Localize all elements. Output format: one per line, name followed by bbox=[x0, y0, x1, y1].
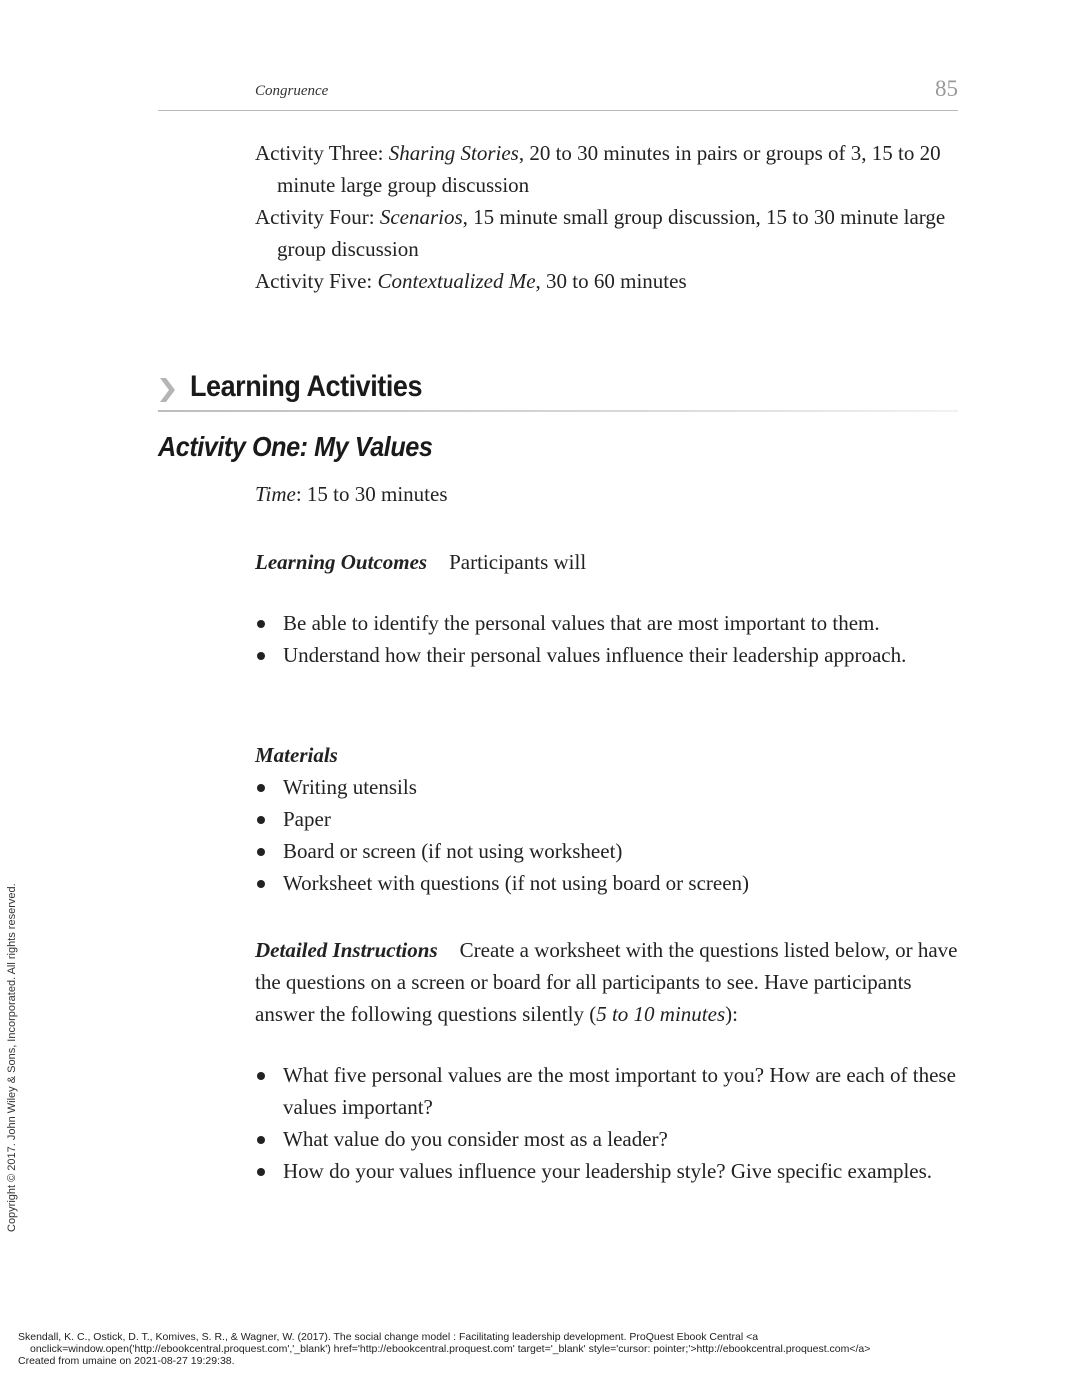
schedule-prefix: Activity Three: bbox=[255, 141, 389, 165]
schedule-prefix: Activity Five: bbox=[255, 269, 378, 293]
schedule-prefix: Activity Four: bbox=[255, 205, 380, 229]
detailed-instructions bbox=[255, 934, 965, 1030]
activity-time bbox=[255, 478, 960, 510]
activity-title: Activity One: My Values bbox=[158, 431, 433, 462]
learning-outcomes-heading bbox=[255, 546, 960, 578]
chevron-right-icon bbox=[158, 376, 176, 404]
list-item: Be able to identify the personal values that are most important to them. bbox=[255, 607, 960, 639]
schedule-detail: , 30 to 60 minutes bbox=[535, 269, 687, 293]
footer-citation bbox=[18, 1331, 1078, 1367]
section-title: Learning Activities bbox=[190, 370, 423, 403]
activity-schedule bbox=[255, 137, 960, 297]
time-value: : 15 to 30 minutes bbox=[295, 482, 448, 506]
time-label: Time bbox=[255, 482, 296, 506]
questions-list bbox=[255, 1059, 960, 1187]
side-copyright: Copyright © 2017. John Wiley & Sons, Incorporated. All rights reserved. bbox=[6, 883, 18, 1232]
list-item: Understand how their personal values influence their leadership approach. bbox=[255, 639, 960, 671]
running-head: Congruence bbox=[255, 83, 329, 99]
schedule-detail: , 20 to 30 minutes in pairs or groups of 3, 15 to 20 minute large group discussion bbox=[277, 141, 941, 197]
section-rule bbox=[158, 410, 958, 412]
header-rule bbox=[158, 110, 958, 111]
list-item: How do your values influence your leadership style? Give specific examples. bbox=[255, 1155, 960, 1187]
page-number: 85 bbox=[935, 76, 958, 101]
materials-list bbox=[255, 771, 960, 899]
instructions-time: 5 to 10 minutes bbox=[596, 1002, 726, 1026]
schedule-detail: , 15 minute small group discussion, 15 to 30 minute large group discussion bbox=[277, 205, 946, 261]
schedule-item bbox=[255, 201, 960, 265]
schedule-item bbox=[255, 265, 960, 297]
schedule-title: Scenarios bbox=[379, 205, 463, 229]
instructions-text: Create a worksheet with the questions listed below, or have the questions on a screen or board for all participants to see. Have participants answer the following questions silently ( bbox=[255, 938, 958, 1026]
list-item: What value do you consider most as a leader? bbox=[255, 1123, 960, 1155]
outcomes-intro: Participants will bbox=[449, 550, 587, 574]
schedule-item bbox=[255, 137, 960, 201]
instructions-label: Detailed Instructions bbox=[255, 938, 438, 962]
schedule-title: Sharing Stories bbox=[388, 141, 519, 165]
outcomes-list bbox=[255, 607, 960, 671]
footer-line: onclick=window.open('http://ebookcentral.proquest.com','_blank') href='http://ebookcentral.proquest.com' target='_blank' style='cursor: pointer;'>http://ebookcentral.proquest.com</a> bbox=[30, 1343, 871, 1355]
outcomes-label: Learning Outcomes bbox=[255, 550, 428, 574]
list-item: Worksheet with questions (if not using board or screen) bbox=[255, 867, 960, 899]
list-item: Board or screen (if not using worksheet) bbox=[255, 835, 960, 867]
list-item: What five personal values are the most important to you? How are each of these values important? bbox=[255, 1059, 960, 1123]
list-item: Writing utensils bbox=[255, 771, 960, 803]
schedule-title: Contextualized Me bbox=[377, 269, 536, 293]
list-item: Paper bbox=[255, 803, 960, 835]
footer-line: Created from umaine on 2021-08-27 19:29:38. bbox=[18, 1355, 235, 1367]
footer-line: Skendall, K. C., Ostick, D. T., Komives, S. R., & Wagner, W. (2017). The social change model : Facilitating leadership development. ProQuest Ebook Central <a bbox=[18, 1331, 759, 1343]
materials-heading bbox=[255, 739, 960, 771]
materials-label: Materials bbox=[255, 743, 338, 767]
instructions-end: ): bbox=[725, 1002, 738, 1026]
